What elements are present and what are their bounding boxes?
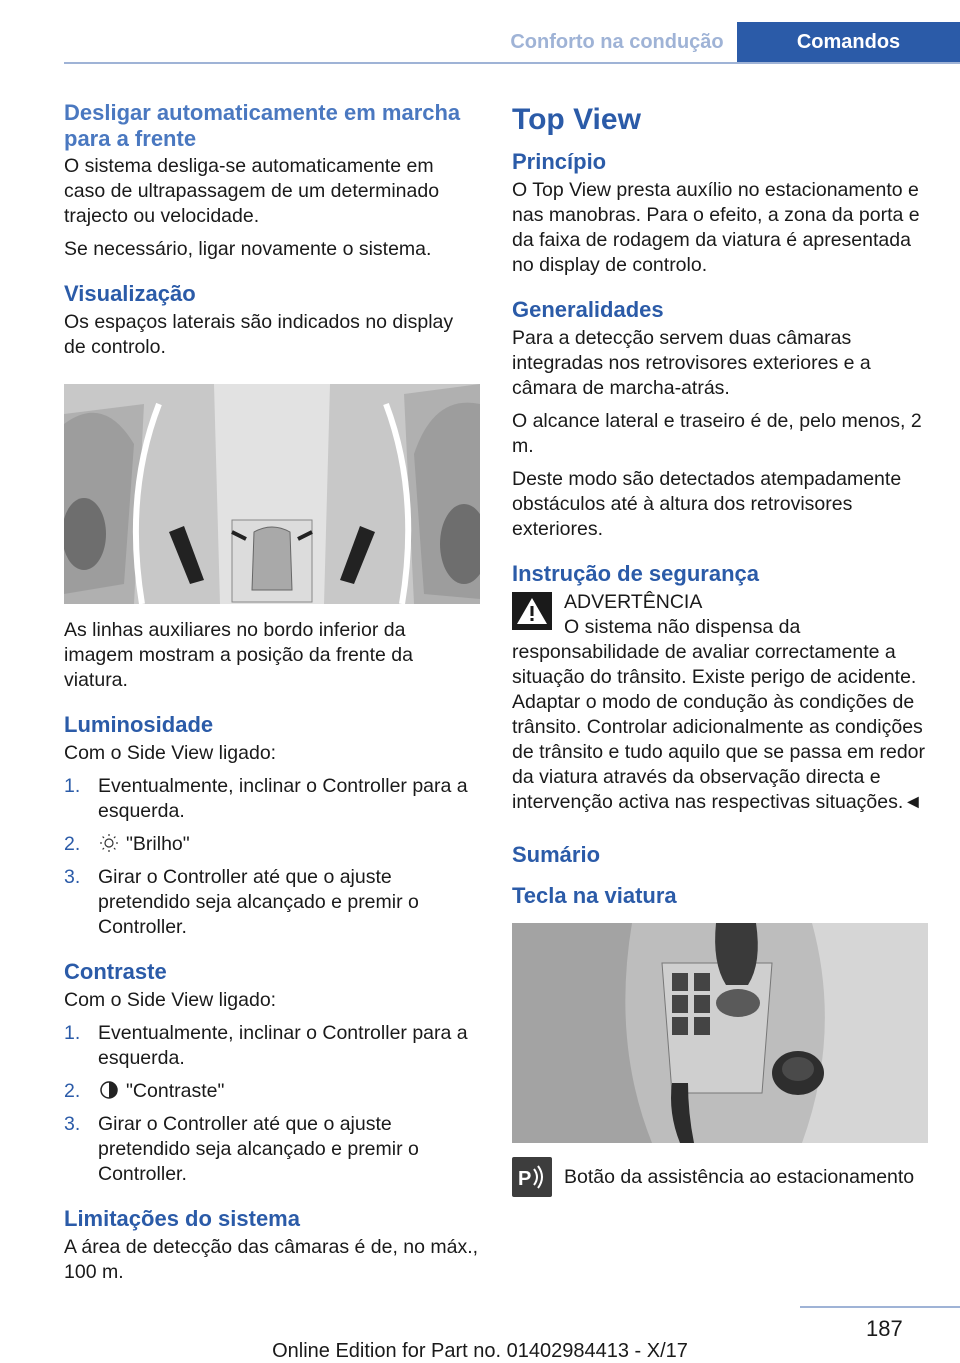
key-row bbox=[512, 1157, 928, 1190]
page-header bbox=[0, 0, 960, 64]
right-column bbox=[512, 100, 928, 1198]
side-view-image bbox=[64, 384, 480, 604]
park-assist-icon bbox=[512, 1157, 552, 1197]
text-principle: O Top View presta auxílio no estacionamento e nas manobras. Para o efeito, a zona da porta e da faixa de rodagem da viatura é apresentada no display de controlo. bbox=[512, 179, 920, 276]
heading-contrast: Contraste bbox=[64, 959, 167, 984]
warning-icon bbox=[512, 592, 552, 630]
warning-label: ADVERTÊNCIA bbox=[564, 591, 703, 613]
text-contrast-intro: Com o Side View ligado: bbox=[64, 989, 277, 1011]
text-auto-off-1: O sistema desliga-se automaticamente em caso de ultrapassagem de um determinado trajecto ou velocidade. bbox=[64, 155, 440, 227]
text-general-3: Deste modo são detectados atempadamente obstáculos até à altura dos retrovisores exteriores. bbox=[512, 468, 902, 540]
key-label: Botão da assistência ao estacionamento bbox=[564, 1166, 915, 1188]
text-general-1: Para a detecção servem duas câmaras integradas nos retrovisores exteriores e a câmara de marcha-atrás. bbox=[512, 327, 871, 399]
text-auto-off-2: Se necessário, ligar novamente o sistema. bbox=[64, 238, 432, 260]
image-caption: As linhas auxiliares no bordo inferior da imagem mostram a posição da frente da viatura. bbox=[64, 619, 414, 691]
heading-key: Tecla na viatura bbox=[512, 883, 677, 908]
text-display: Os espaços laterais são indicados no display de controlo. bbox=[64, 311, 454, 358]
contrast-steps bbox=[64, 1021, 480, 1187]
brightness-icon bbox=[98, 833, 120, 853]
heading-auto-off: Desligar automaticamente em marcha para a frente bbox=[64, 100, 461, 151]
edition-note: Online Edition for Part no. 01402984413 - X/17 bbox=[272, 1340, 688, 1362]
text-limits: A área de detecção das câmaras é de, no máx., 100 m. bbox=[64, 1236, 479, 1283]
list-item: 1. Eventualmente, inclinar o Controller para a esquerda. bbox=[64, 1022, 468, 1069]
warning-text: O sistema não dispensa da responsabilidade de avaliar correctamente a situação do trânsito. Existe perigo de acidente. Adaptar o modo de condução às condições de trânsito. Controlar adicionalmente as condições de trânsito e tudo aquilo que se passa em redor da viatura através da observação directa e intervenção activa nas respectivas situações.◄ bbox=[512, 616, 926, 813]
page-title: Top View bbox=[512, 103, 641, 136]
brightness-steps bbox=[64, 774, 480, 940]
warning-block bbox=[512, 590, 928, 815]
console-image bbox=[512, 923, 928, 1143]
heading-principle: Princípio bbox=[512, 149, 607, 174]
heading-brightness: Luminosidade bbox=[64, 712, 214, 737]
list-item: 3. Girar o Controller até que o ajuste pretendido seja alcançado e premir o Controller. bbox=[64, 1113, 419, 1185]
end-mark: ◄ bbox=[903, 791, 923, 813]
heading-general: Generalidades bbox=[512, 297, 664, 322]
footer-rule bbox=[800, 1306, 960, 1308]
text-brightness-intro: Com o Side View ligado: bbox=[64, 742, 277, 764]
header-section: Conforto na condução bbox=[497, 22, 737, 62]
contrast-icon bbox=[98, 1080, 120, 1100]
list-item: 2. "Brilho" bbox=[64, 833, 190, 855]
list-item: 2. "Contraste" bbox=[64, 1080, 225, 1102]
list-item: 1. Eventualmente, inclinar o Controller para a esquerda. bbox=[64, 775, 468, 822]
heading-display: Visualização bbox=[64, 281, 196, 306]
left-column bbox=[64, 100, 480, 1293]
heading-limits: Limitações do sistema bbox=[64, 1206, 300, 1231]
header-tab: Comandos bbox=[737, 22, 960, 62]
page-number: 187 bbox=[866, 1316, 903, 1341]
list-item: 3. Girar o Controller até que o ajuste pretendido seja alcançado e premir o Controller. bbox=[64, 866, 419, 938]
heading-safety: Instrução de segurança bbox=[512, 561, 759, 586]
heading-summary: Sumário bbox=[512, 842, 601, 867]
text-general-2: O alcance lateral e traseiro é de, pelo menos, 2 m. bbox=[512, 410, 922, 457]
header-rule bbox=[64, 62, 960, 64]
svg-text:P: P bbox=[518, 1168, 532, 1190]
